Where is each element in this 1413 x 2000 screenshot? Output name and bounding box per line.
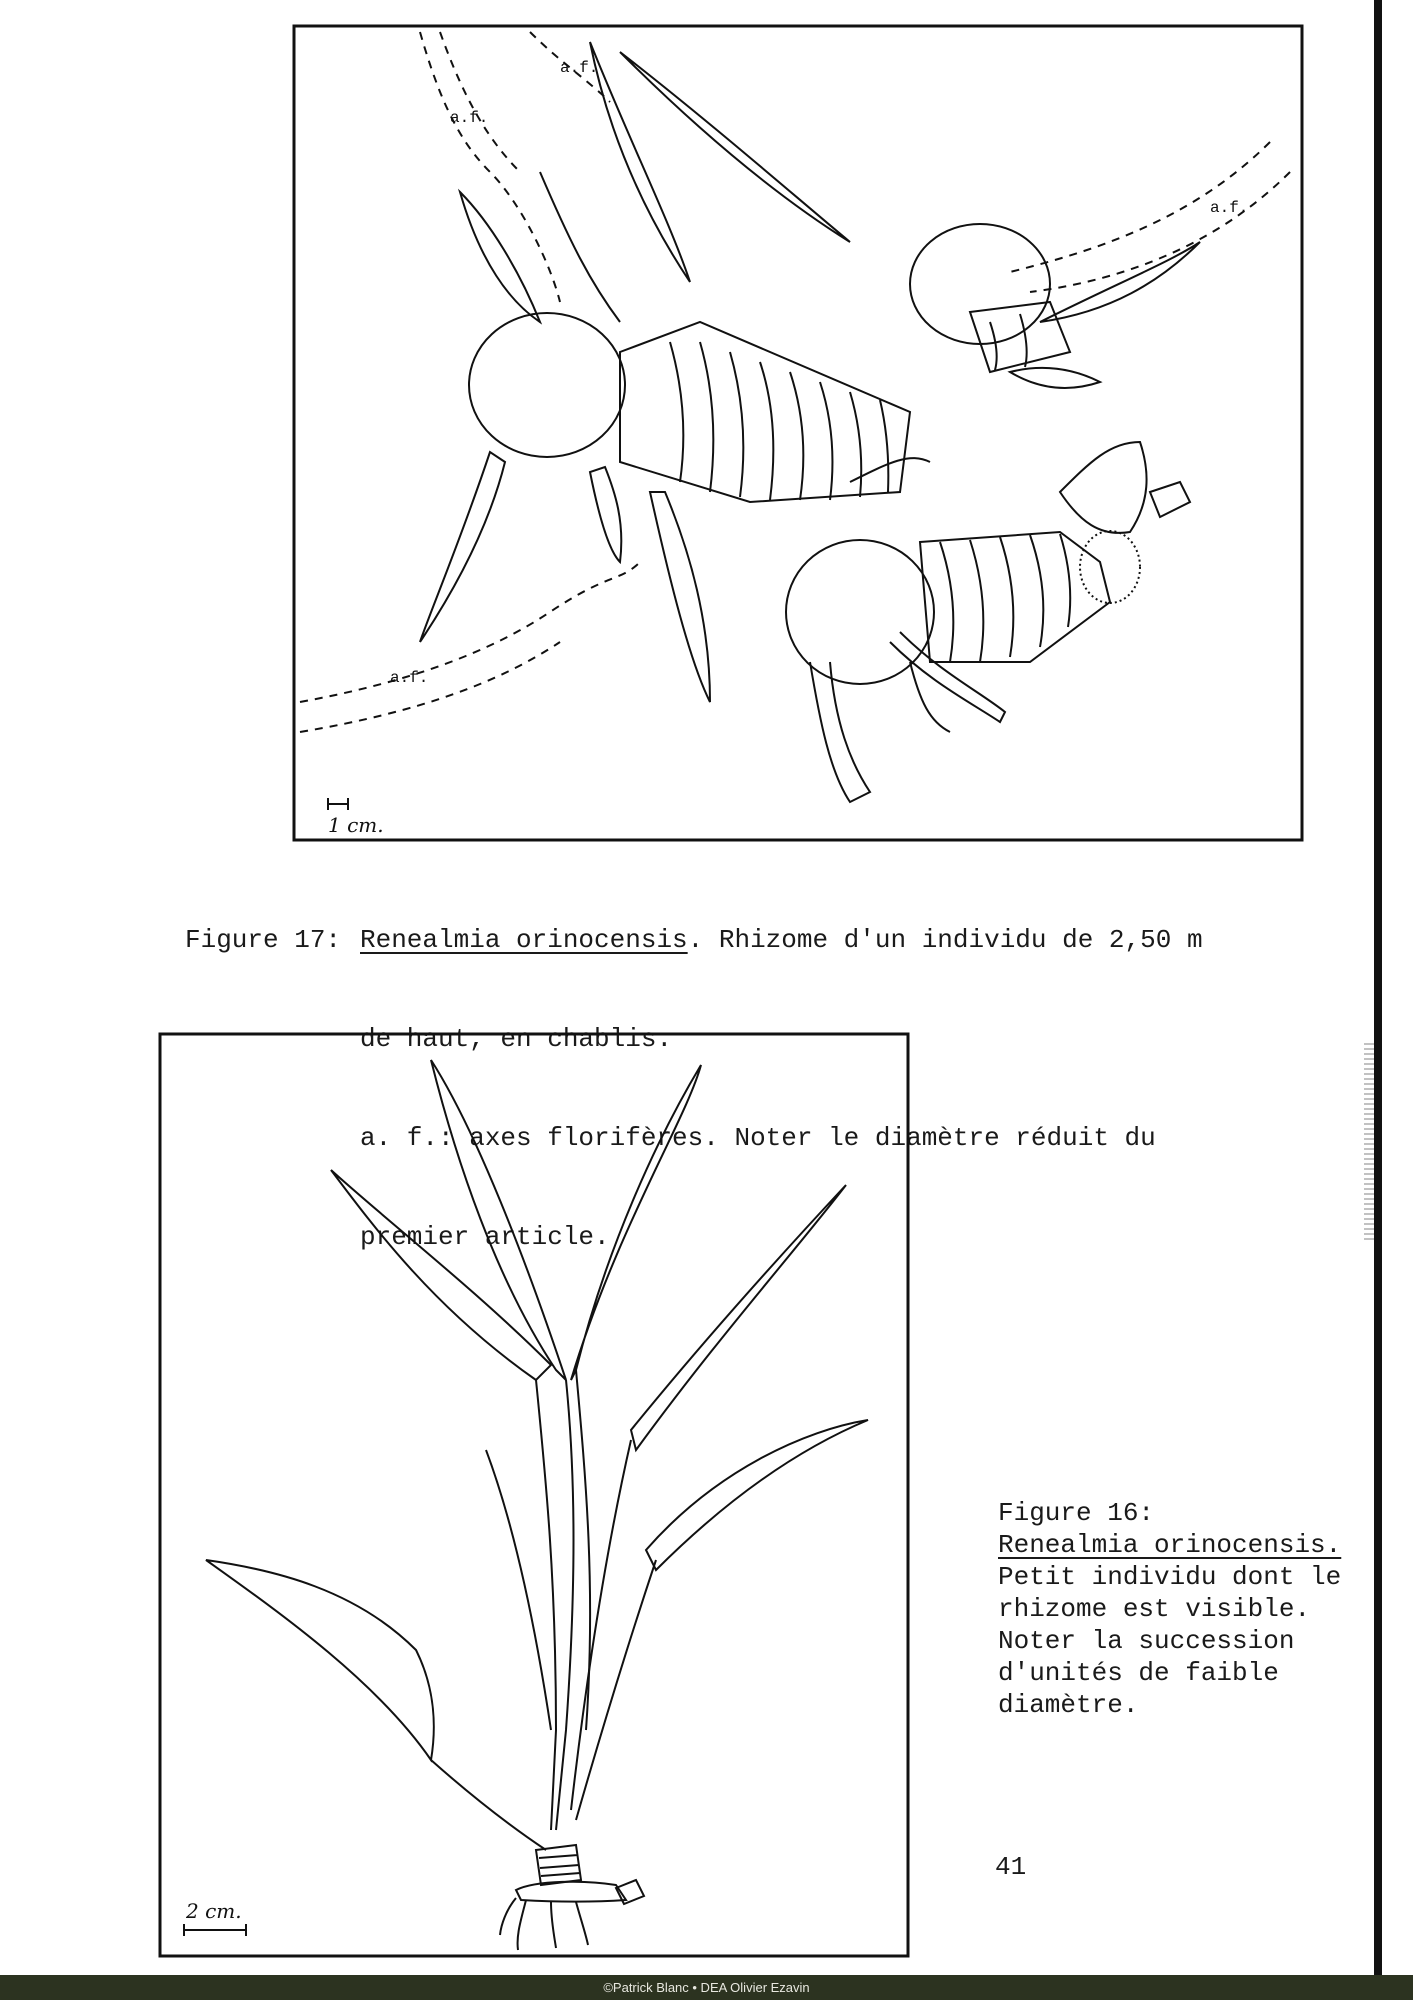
stem — [571, 1440, 631, 1810]
figure-16-line: rhizome est visible. — [998, 1594, 1311, 1624]
scale-leaf — [650, 492, 710, 702]
leaf — [331, 1170, 551, 1380]
scale-leaf — [420, 452, 505, 642]
figure-17-title: Figure 17: — [185, 925, 342, 955]
figure-17-frame — [294, 26, 1302, 840]
inflorescence — [1060, 442, 1147, 533]
scale-label-16: 2 cm. — [186, 1899, 242, 1923]
leaf — [571, 1065, 701, 1380]
page-edge-shadow — [1374, 0, 1382, 1975]
figure-17-drawing — [290, 22, 1306, 844]
root — [910, 662, 950, 732]
root — [518, 1900, 526, 1950]
rhizome — [536, 1845, 581, 1885]
leaf — [646, 1420, 868, 1570]
scale-label-17: 1 cm. — [328, 813, 384, 837]
stem — [431, 1760, 546, 1850]
rhizome-node — [970, 302, 1070, 372]
root — [551, 1902, 556, 1948]
scale-leaf — [590, 42, 690, 282]
figure-16-line: Noter la succession — [998, 1626, 1295, 1656]
figure-17-line1: . Rhizome d'un individu de 2,50 m — [687, 925, 1203, 955]
root — [500, 1898, 516, 1935]
figure-17-line2: de haut, en chablis. — [360, 1024, 673, 1054]
rhizome-segment — [516, 1882, 626, 1902]
axis-label-af: a.f. — [560, 59, 599, 77]
stem-section-2 — [910, 224, 1050, 344]
floral-axis-dashed — [300, 562, 640, 702]
page-number: 41 — [995, 1852, 1027, 1882]
figure-16-title: Figure 16: — [998, 1498, 1155, 1528]
scale-leaf — [1010, 368, 1100, 388]
floral-axis-dashed — [420, 32, 560, 302]
root — [576, 1902, 588, 1945]
inflorescence-fruiting — [1080, 531, 1140, 603]
scale-leaf — [1040, 242, 1200, 322]
stem — [556, 1380, 574, 1830]
figure-16-frame — [160, 1034, 908, 1956]
stem — [486, 1450, 551, 1730]
scan-noise — [1364, 1040, 1374, 1240]
leaf — [431, 1060, 566, 1380]
leaf — [206, 1560, 434, 1760]
copyright-footer: ©Patrick Blanc • DEA Olivier Ezavin — [0, 1975, 1413, 2000]
bud — [1150, 482, 1190, 517]
axis-label-af: a.f. — [450, 109, 489, 127]
scale-leaf-edge — [540, 172, 620, 322]
figure-16-line: Petit individu dont le — [998, 1562, 1342, 1592]
stem — [536, 1380, 556, 1830]
figure-16-caption — [998, 1497, 1341, 1721]
stem-section-1 — [469, 313, 625, 457]
leaf — [631, 1185, 846, 1450]
floral-axis-dashed — [440, 32, 520, 172]
floral-axis-dashed — [1030, 172, 1290, 292]
figure-16-line: diamètre. — [998, 1690, 1139, 1720]
figure-16-line: d'unités de faible — [998, 1658, 1279, 1688]
floral-axis-dashed — [300, 642, 560, 732]
axis-label-af: a.f. — [390, 669, 429, 687]
root — [890, 632, 1005, 722]
axis-label-af: a.f. — [1210, 199, 1249, 217]
figure-16-drawing — [156, 1030, 912, 1960]
scale-leaf — [460, 192, 540, 322]
rhizome-rings — [670, 342, 888, 500]
scale-leaf — [590, 467, 621, 562]
figure-16-species: Renealmia orinocensis. — [998, 1530, 1342, 1560]
figure-17-species: Renealmia orinocensis — [360, 925, 688, 955]
figure-17-line4: premier article. — [360, 1222, 610, 1252]
figure-17-line3: a. f.: axes florifères. Noter le diamètre réduit du — [360, 1123, 1156, 1153]
rhizome-body-2 — [920, 532, 1110, 662]
scale-leaf — [620, 52, 850, 242]
rhizome-rings — [940, 534, 1070, 662]
